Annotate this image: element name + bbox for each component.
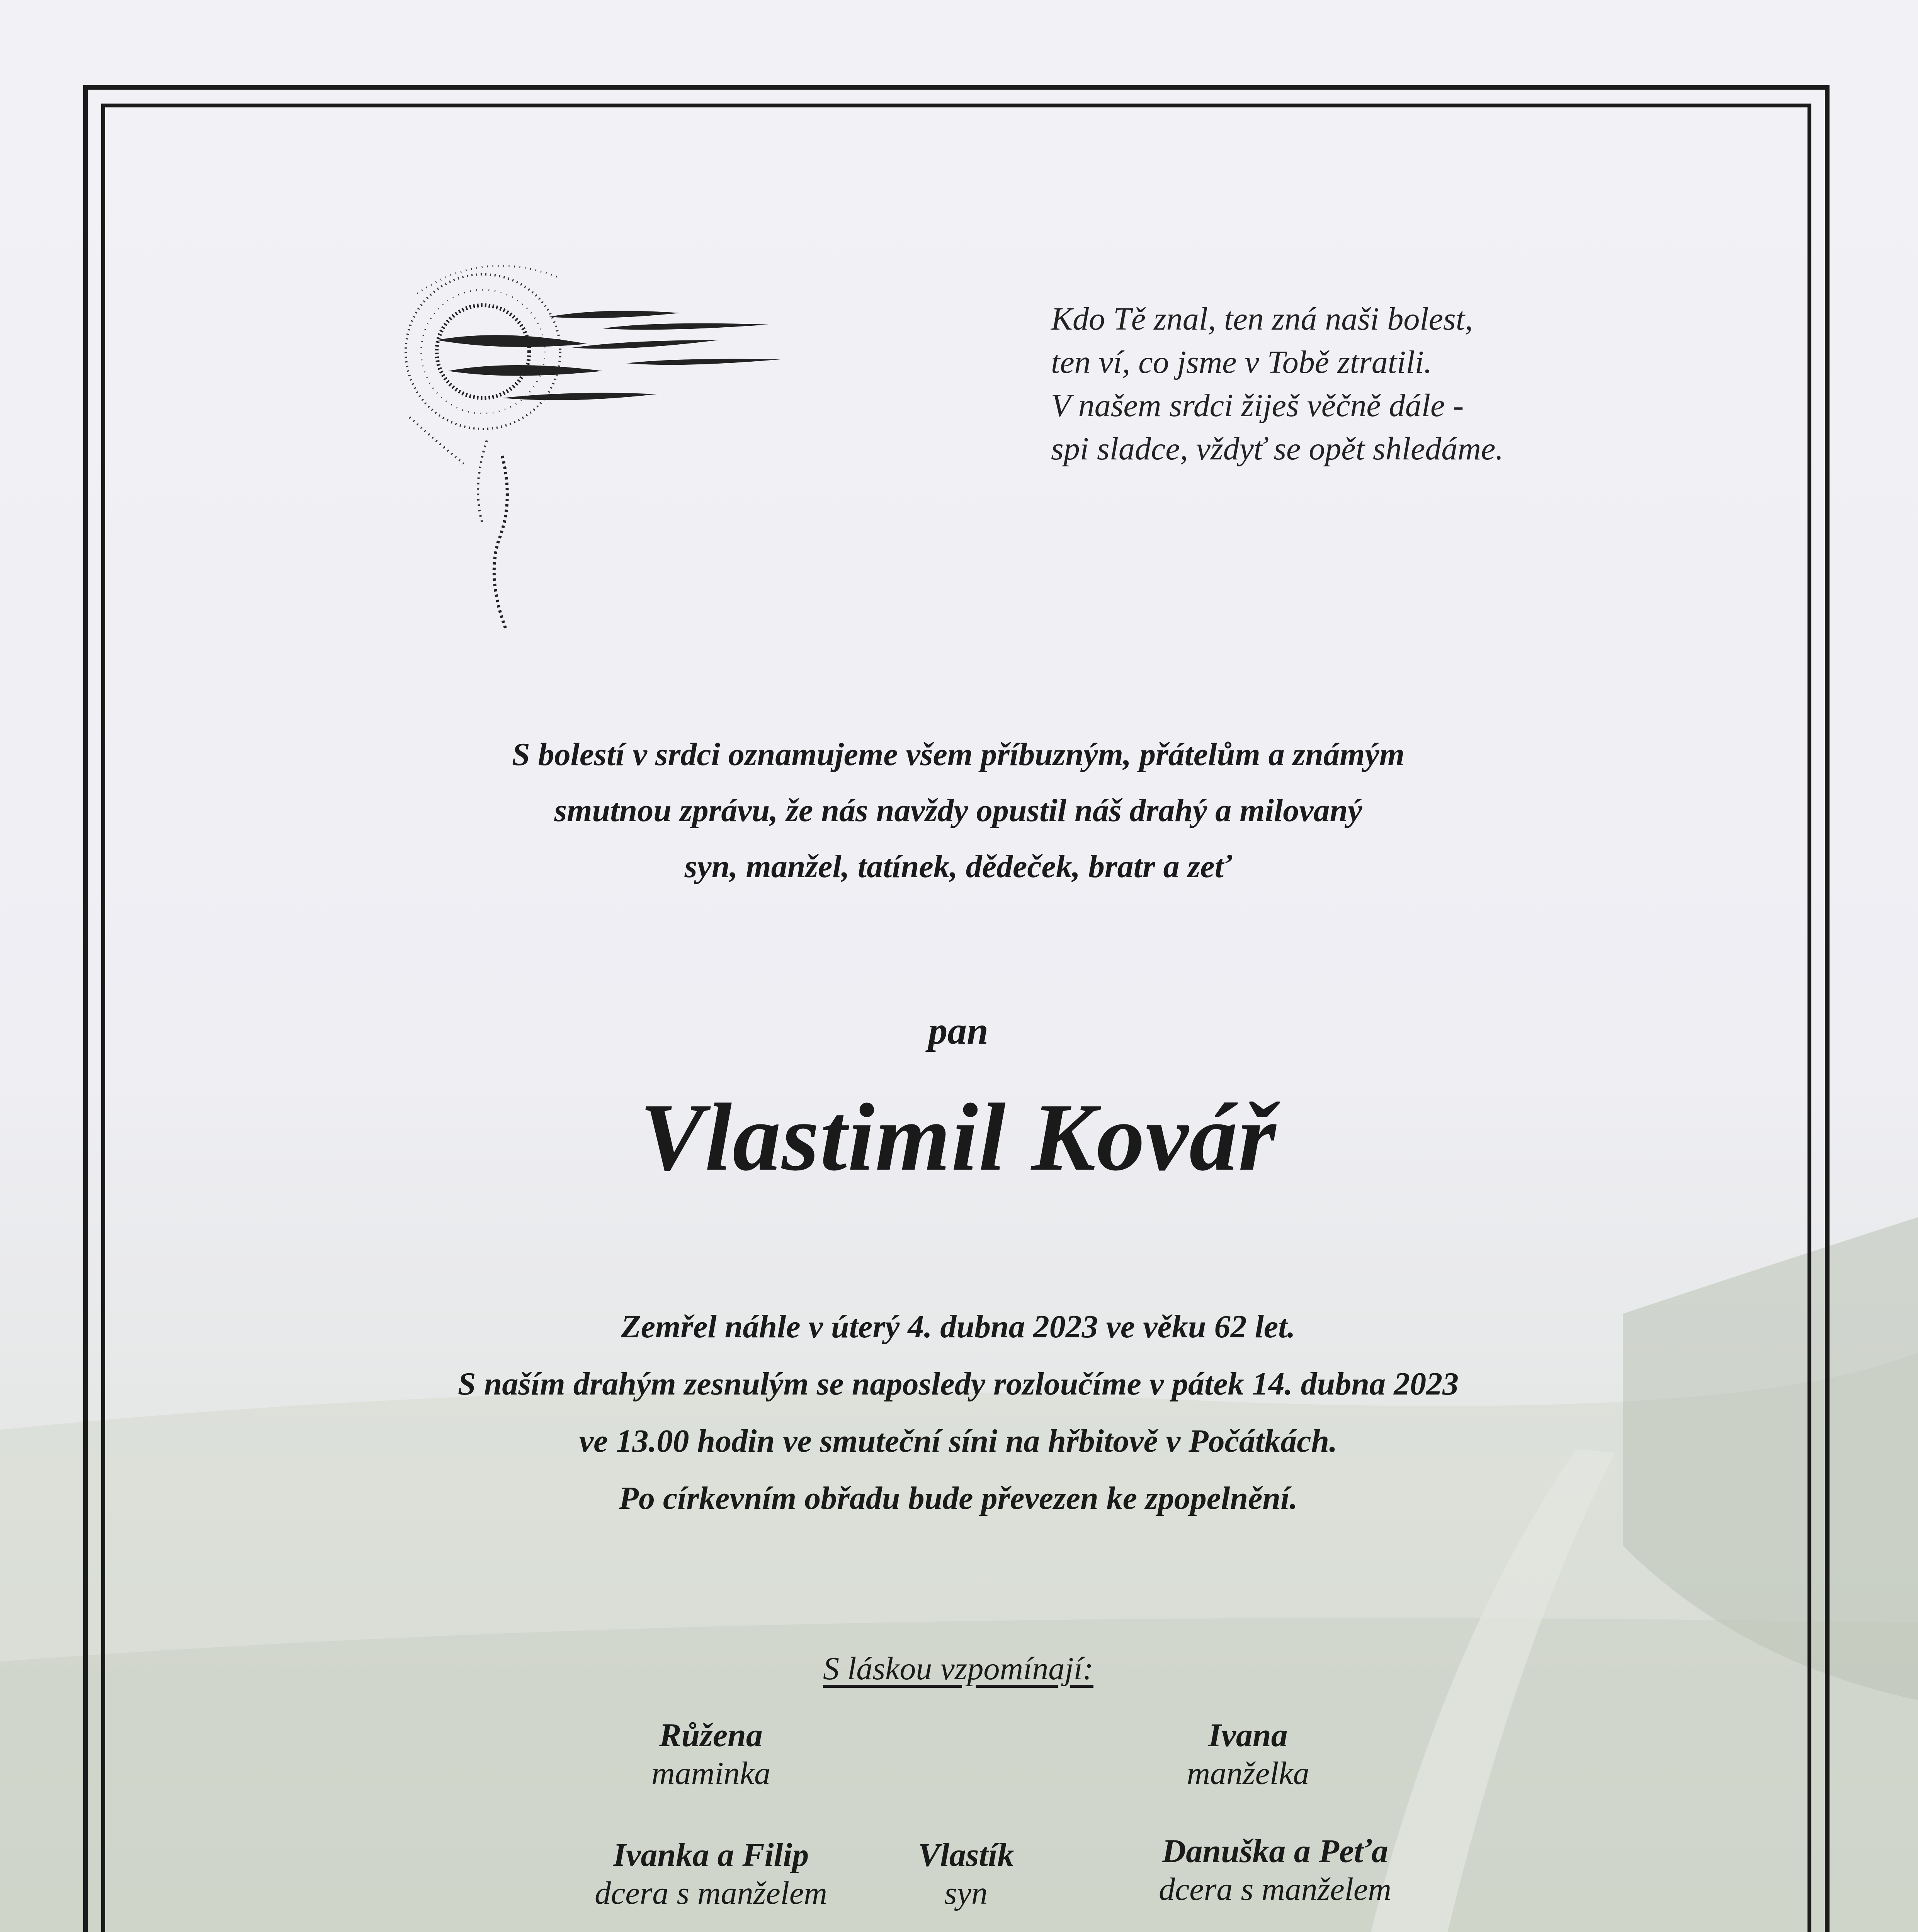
mourner-relation: maminka: [651, 1755, 770, 1791]
announcement: [116, 726, 1801, 895]
mourner-relation: manželka: [1187, 1755, 1309, 1791]
mourner-mother: [518, 1716, 904, 1793]
mourner-name: Danuška a Peťa: [1162, 1832, 1388, 1869]
honorific: pan: [928, 1009, 988, 1052]
poem-line: Kdo Tě znal, ten zná naši bolest,: [1051, 301, 1473, 337]
mourner-name: Ivanka a Filip: [613, 1836, 809, 1873]
info-line: Zemřel náhle v úterý 4. dubna 2023 ve věku 62 let.: [621, 1309, 1296, 1345]
sun-clouds-ornament-icon: [386, 224, 889, 688]
poem-line: spi sladce, vždyť se opět shledáme.: [1051, 431, 1504, 467]
mourner-relation: syn: [944, 1875, 988, 1911]
announcement-line: smutnou zprávu, že nás navždy opustil náš drahý a milovaný: [554, 793, 1362, 828]
mourner-name: Růžena: [659, 1716, 763, 1753]
info-line: ve 13.00 hodin ve smuteční síni na hřbitově v Počátkách.: [579, 1423, 1338, 1459]
announcement-line: S bolestí v srdci oznamujeme všem příbuzným, přátelům a známým: [512, 736, 1405, 772]
mourner-son: [811, 1835, 1121, 1913]
info-line: S naším drahým zesnulým se naposledy rozloučíme v pátek 14. dubna 2023: [457, 1366, 1459, 1402]
deceased-name: Vlastimil Kovář: [639, 1084, 1277, 1191]
mourners-heading: [116, 1650, 1801, 1687]
info-line: Po církevním obřadu bude převezen ke zpopelnění.: [619, 1480, 1298, 1516]
mourner-name: Ivana: [1208, 1716, 1288, 1753]
poem-line: ten ví, co jsme v Tobě ztratili.: [1051, 344, 1432, 380]
mourner-name: Vlastík: [918, 1836, 1014, 1873]
memorial-poem: [1051, 298, 1708, 471]
poem-line: V našem srdci žiješ věčně dále -: [1051, 388, 1464, 423]
announcement-line: syn, manžel, tatínek, dědeček, bratr a zeť: [684, 849, 1232, 884]
mourners-heading-text: S láskou vzpomínají:: [823, 1651, 1093, 1687]
funeral-info: [116, 1298, 1801, 1527]
mourner-wife: [1055, 1716, 1441, 1793]
mourner-relation: dcera s manželem: [595, 1875, 827, 1911]
mourner-relation: dcera s manželem: [1159, 1871, 1391, 1907]
mourner-daughter-2: [1082, 1832, 1468, 1909]
